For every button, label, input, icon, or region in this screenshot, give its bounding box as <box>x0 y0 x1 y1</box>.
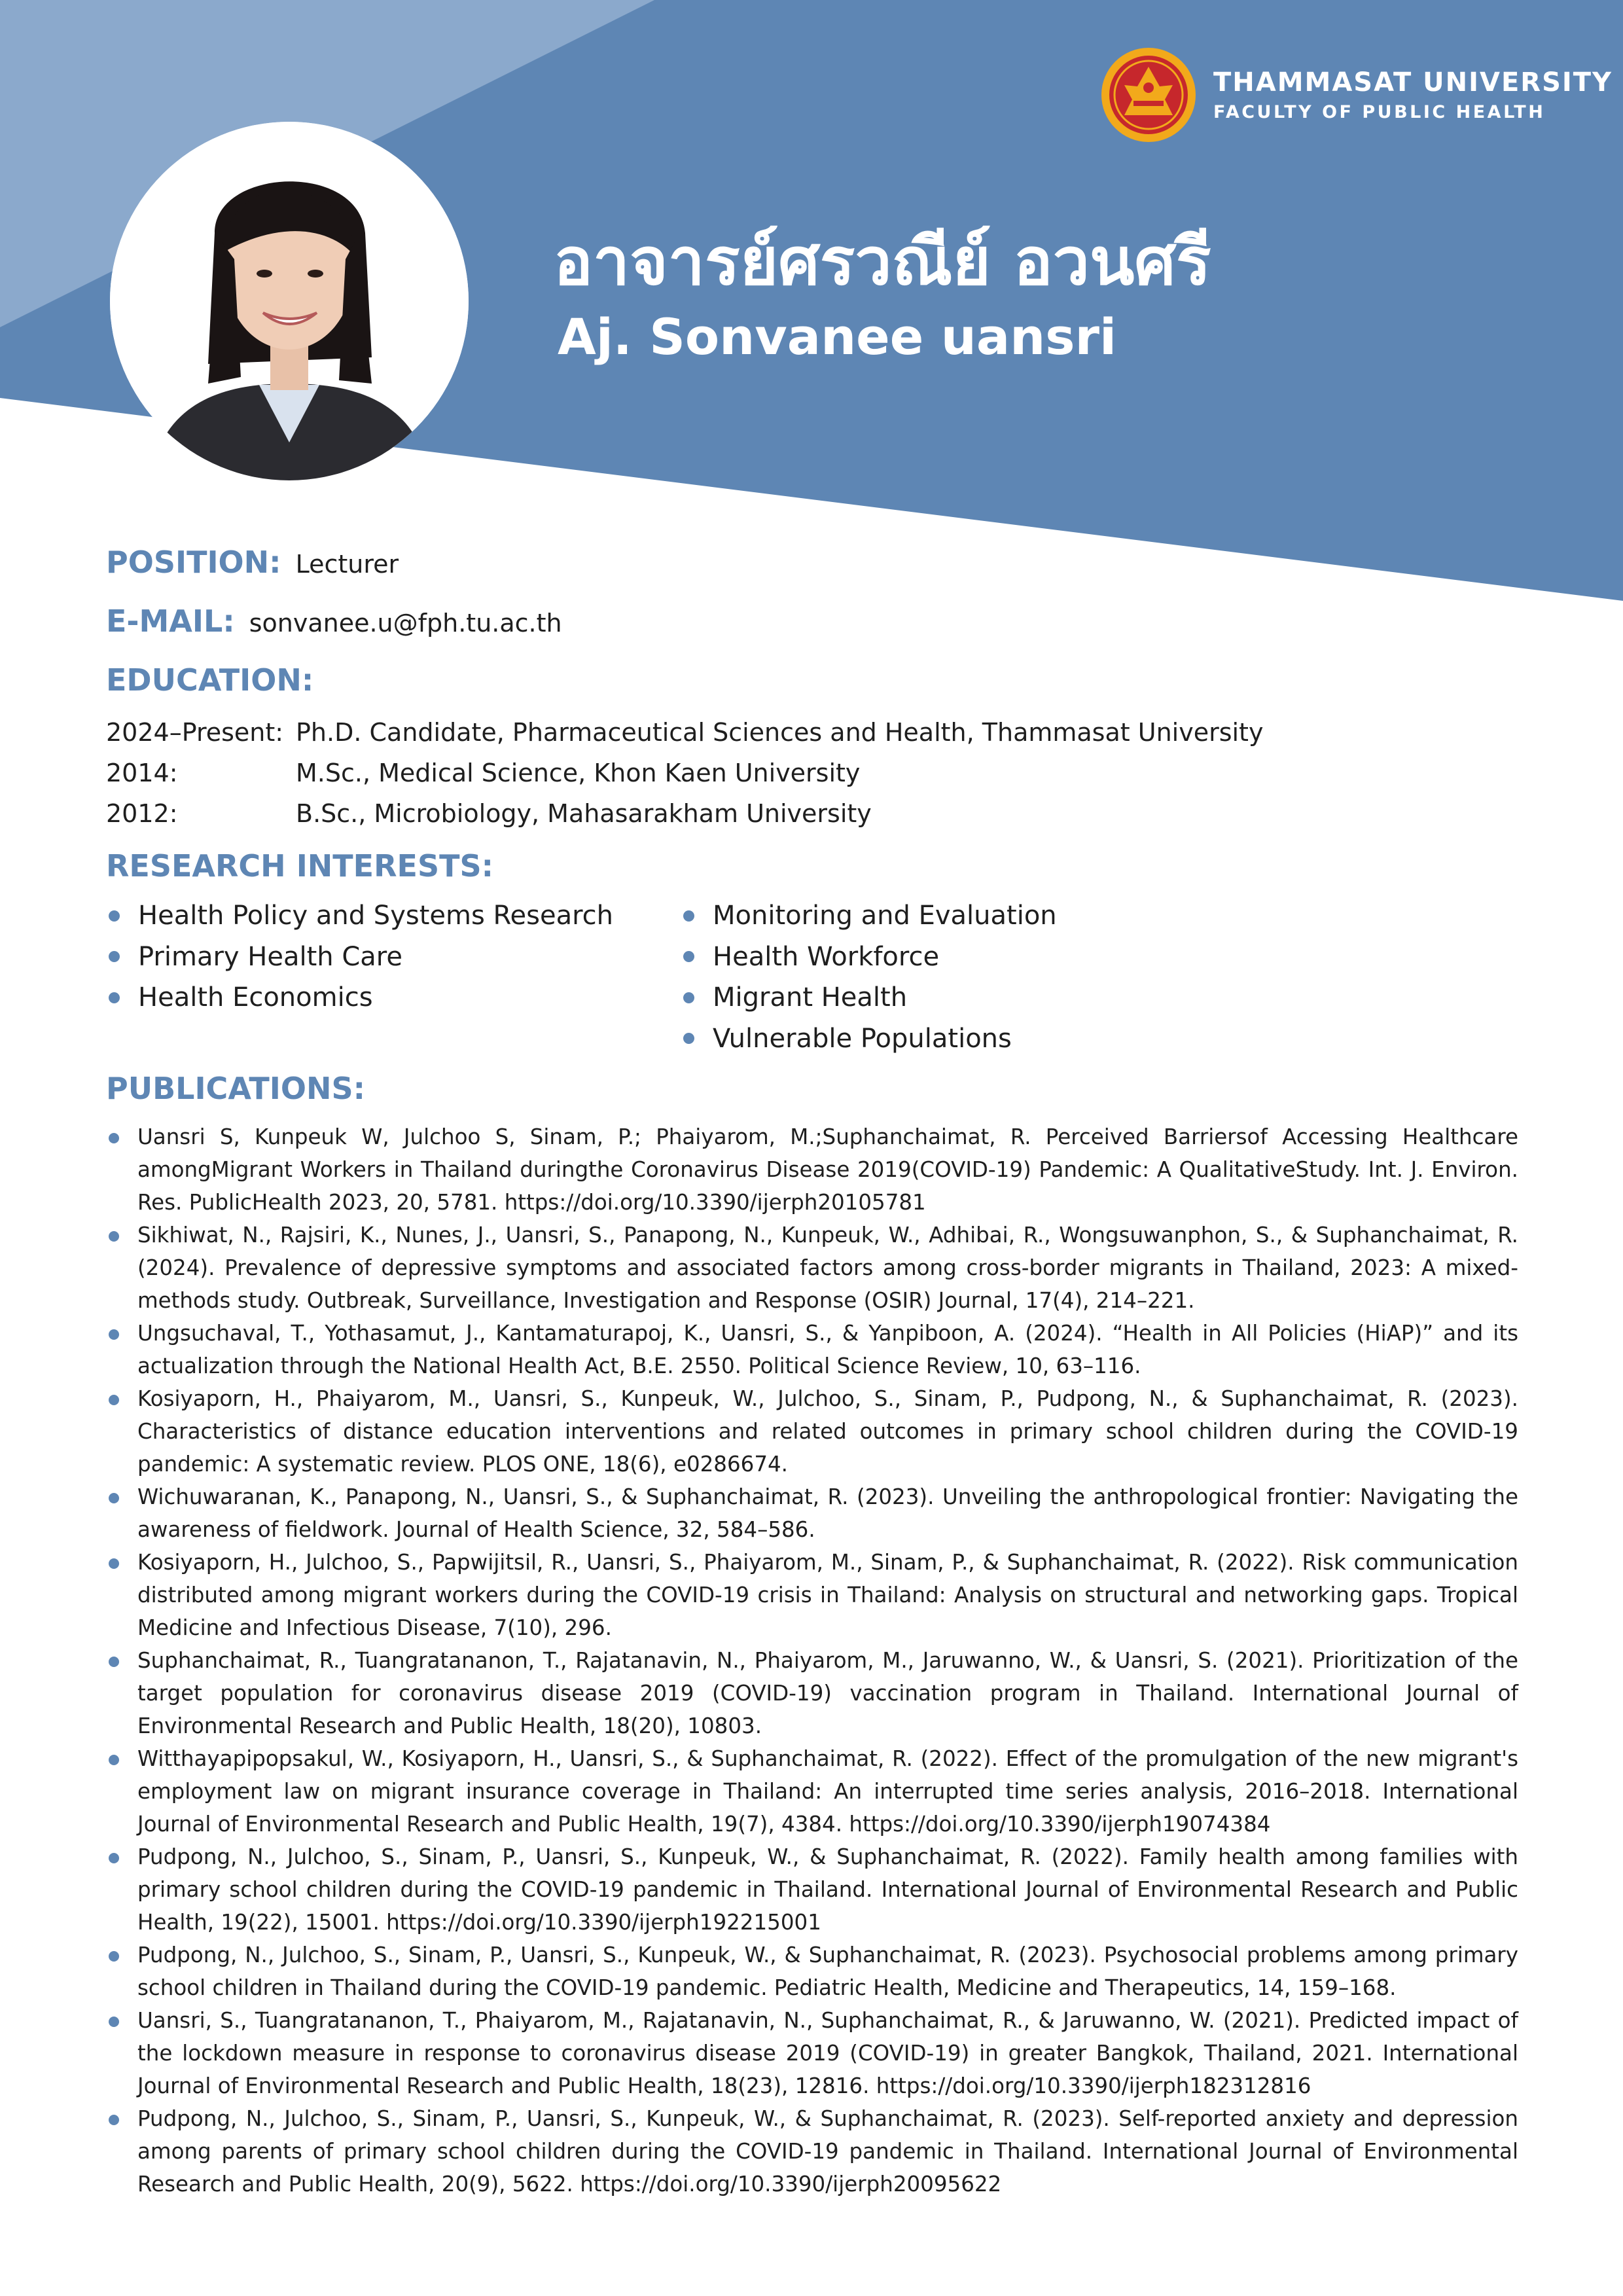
education-period: 2014: <box>106 759 178 787</box>
publication-item: Wichuwaranan, K., Panapong, N., Uansri, S., & Suphanchaimat, R. (2023). Unveiling the anthropological frontier: Navigating the awareness of fieldwork. Journal of Health Science, 32, 584–586. <box>109 1480 1518 1546</box>
bullet-icon <box>109 1231 119 1242</box>
bullet-icon <box>109 1657 119 1667</box>
bullet-icon <box>109 1951 119 1962</box>
education-list <box>106 712 1263 834</box>
publication-item: Suphanchaimat, R., Tuangratananon, T., Rajatanavin, N., Phaiyarom, M., Jaruwanno, W., & Uansri, S. (2021). Prioritization of the target population for coronavirus disease 2019 (COVID-19) vaccination program in Thailand. International Journal of Environmental Research and Public Health, 18(20), 10803. <box>109 1644 1518 1742</box>
bullet-icon <box>109 951 120 962</box>
list-item: Vulnerable Populations <box>683 1018 1057 1060</box>
education-period: 2024–Present: <box>106 718 284 747</box>
name-thai: อาจารย์ศรวณีย์ อวนศรี <box>554 223 1211 300</box>
bullet-icon <box>109 1558 119 1569</box>
name-english: Aj. Sonvanee uansri <box>558 308 1116 366</box>
publication-item: Uansri, S., Tuangratananon, T., Phaiyarom, M., Rajatanavin, N., Suphanchaimat, R., & Jaruwanno, W. (2021). Predicted impact of the lockdown measure in response to coronavirus disease 2019 (COVID-19) in greater Bangkok, Thailand, 2021. International Journal of Environmental Research and Public Health, 18(23), 12816. https://doi.org/10.3390/ijerph182312816 <box>109 2004 1518 2102</box>
list-item: Health Economics <box>109 977 613 1018</box>
bullet-icon <box>683 1033 694 1044</box>
bullet-icon <box>109 1755 119 1765</box>
portrait-image <box>110 122 469 480</box>
publication-item: Pudpong, N., Julchoo, S., Sinam, P., Uansri, S., Kunpeuk, W., & Suphanchaimat, R. (2023). Self-reported anxiety and depression among parents of primary school children during the COVID-19 pandemic in Thailand. International Journal of Environmental Research and Public Health, 20(9), 5622. https://doi.org/10.3390/ijerph20095622 <box>109 2102 1518 2200</box>
publications-list <box>109 1121 1518 2200</box>
publication-item: Kosiyaporn, H., Phaiyarom, M., Uansri, S., Kunpeuk, W., Julchoo, S., Sinam, P., Pudpong, N., & Suphanchaimat, R. (2023). Characteristics of distance education interventions and related outcomes in primary school children during the COVID-19 pandemic: A systematic review. PLOS ONE, 18(6), e0286674. <box>109 1382 1518 1480</box>
publication-item: Sikhiwat, N., Rajsiri, K., Nunes, J., Uansri, S., Panapong, N., Kunpeuk, W., Adhibai, R., Wongsuwanphon, S., & Suphanchaimat, R. (2024). Prevalence of depressive symptoms and associated factors among cross-border migrants in Thailand, 2023: A mixed-methods study. Outbreak, Surveillance, Investigation and Response (OSIR) Journal, 17(4), 214–221. <box>109 1219 1518 1317</box>
education-degree: Ph.D. Candidate, Pharmaceutical Sciences and Health, Thammasat University <box>296 718 1264 747</box>
bullet-icon <box>683 951 694 962</box>
faculty-name: FACULTY OF PUBLIC HEALTH <box>1213 101 1546 122</box>
publication-item: Uansri S, Kunpeuk W, Julchoo S, Sinam, P.; Phaiyarom, M.;Suphanchaimat, R. Perceived Barriersof Accessing Healthcare amongMigrant Workers in Thailand duringthe Coronavirus Disease 2019(COVID-19) Pandemic: A QualitativeStudy. Int. J. Environ. Res. PublicHealth 2023, 20, 5781. https://doi.org/10.3390/ijerph20105781 <box>109 1121 1518 1219</box>
list-item: Health Policy and Systems Research <box>109 895 613 937</box>
list-item: Migrant Health <box>683 977 1057 1018</box>
bullet-icon <box>109 2115 119 2125</box>
education-row <box>106 793 1263 834</box>
profile-photo <box>110 122 469 480</box>
email-value[interactable]: sonvanee.u@fph.tu.ac.th <box>249 609 562 637</box>
bullet-icon <box>109 1493 119 1503</box>
bullet-icon <box>109 910 120 922</box>
research-title: RESEARCH INTERESTS: <box>106 848 493 884</box>
publication-item: Ungsuchaval, T., Yothasamut, J., Kantamaturapoj, K., Uansri, S., & Yanpiboon, A. (2024). “Health in All Policies (HiAP)” and its actualization through the National Health Act, B.E. 2550. Political Science Review, 10, 63–116. <box>109 1317 1518 1382</box>
education-degree: M.Sc., Medical Science, Khon Kaen University <box>296 759 861 787</box>
bullet-icon <box>109 1395 119 1405</box>
research-list-right <box>683 895 1057 1059</box>
bullet-icon <box>109 1133 119 1143</box>
publication-item: Kosiyaporn, H., Julchoo, S., Papwijitsil, R., Uansri, S., Phaiyarom, M., Sinam, P., & Suphanchaimat, R. (2022). Risk communication distributed among migrant workers during the COVID-19 crisis in Thailand: Analysis on structural and networking gaps. Tropical Medicine and Infectious Disease, 7(10), 296. <box>109 1546 1518 1644</box>
university-name: THAMMASAT UNIVERSITY <box>1213 67 1613 98</box>
education-row <box>106 712 1263 753</box>
position-label: POSITION: <box>106 545 281 580</box>
publications-title: PUBLICATIONS: <box>106 1071 365 1106</box>
publication-item: Pudpong, N., Julchoo, S., Sinam, P., Uansri, S., Kunpeuk, W., & Suphanchaimat, R. (2022). Family health among families with primary school children during the COVID-19 pandemic in Thailand. International Journal of Environmental Research and Public Health, 19(22), 15001. https://doi.org/10.3390/ijerph192215001 <box>109 1840 1518 1939</box>
faculty-logo <box>1101 47 1613 143</box>
position-value: Lecturer <box>295 550 399 579</box>
list-item: Monitoring and Evaluation <box>683 895 1057 937</box>
publication-item: Witthayapipopsakul, W., Kosiyaporn, H., Uansri, S., & Suphanchaimat, R. (2022). Effect of the promulgation of the new migrant's employment law on migrant insurance coverage in Thailand: An interrupted time series analysis, 2016–2018. International Journal of Environmental Research and Public Health, 19(7), 4384. https://doi.org/10.3390/ijerph19074384 <box>109 1742 1518 1840</box>
research-list-left <box>109 895 613 1018</box>
list-item: Primary Health Care <box>109 937 613 978</box>
email-field <box>106 603 562 639</box>
email-label: E-MAIL: <box>106 603 235 639</box>
education-period: 2012: <box>106 799 178 828</box>
bullet-icon <box>683 992 694 1003</box>
bullet-icon <box>109 2017 119 2027</box>
bullet-icon <box>683 910 694 922</box>
bullet-icon <box>109 1329 119 1340</box>
education-row <box>106 753 1263 793</box>
position-field <box>106 545 399 580</box>
publication-item: Pudpong, N., Julchoo, S., Sinam, P., Uansri, S., Kunpeuk, W., & Suphanchaimat, R. (2023). Psychosocial problems among primary school children in Thailand during the COVID-19 pandemic. Pediatric Health, Medicine and Therapeutics, 14, 159–168. <box>109 1939 1518 2004</box>
thammasat-seal-icon <box>1101 47 1196 143</box>
bullet-icon <box>109 1853 119 1863</box>
bullet-icon <box>109 992 120 1003</box>
education-title: EDUCATION: <box>106 662 314 698</box>
list-item: Health Workforce <box>683 937 1057 978</box>
education-degree: B.Sc., Microbiology, Mahasarakham University <box>296 799 872 828</box>
